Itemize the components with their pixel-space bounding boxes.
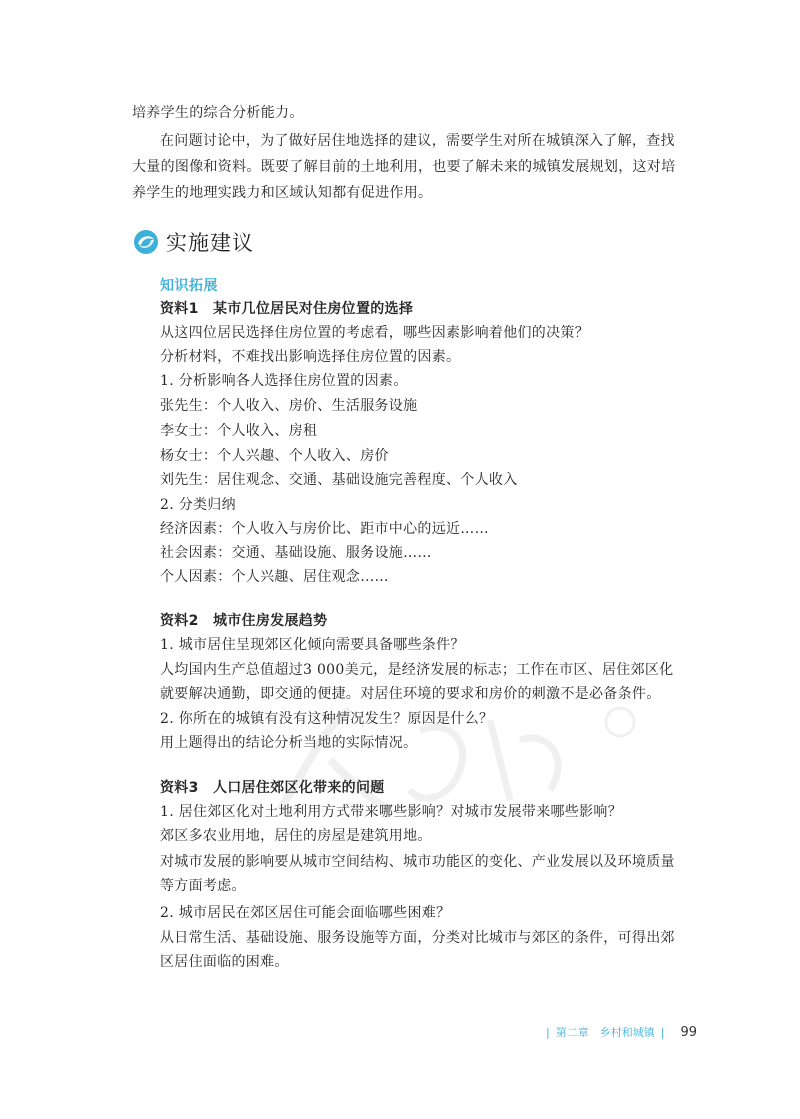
material1-heading: 资料1 某市几位居民对住房位置的选择 bbox=[160, 301, 414, 317]
material1-line: 经济因素：个人收入与房价比、距市中心的远近…… bbox=[160, 521, 489, 537]
material1-line: 分析材料，不难找出影响选择住房位置的因素。 bbox=[160, 349, 461, 365]
page-footer bbox=[540, 1024, 697, 1040]
material1-line: 杨女士：个人兴趣、个人收入、房价 bbox=[160, 448, 389, 464]
material1-line: 从这四位居民选择住房位置的考虑看，哪些因素影响着他们的决策？ bbox=[160, 325, 589, 341]
material2-answer-1: 人均国内生产总值超过3 000美元，是经济发展的标志；工作在市区、居住郊区化就要解决通勤，即交通的便捷。对居住环境的要求和房价的刺激不是必备条件。 bbox=[160, 662, 674, 702]
material1-line: 个人因素：个人兴趣、居住观念…… bbox=[160, 569, 389, 585]
material2-question-1: 1. 城市居住呈现郊区化倾向需要具备哪些条件？ bbox=[160, 637, 465, 653]
material1-line: 刘先生：居住观念、交通、基础设施完善程度、个人收入 bbox=[160, 472, 518, 488]
material3-answer-2: 从日常生活、基础设施、服务设施等方面，分类对比城市与郊区的条件，可得出郊区居住面临的困难。 bbox=[160, 930, 675, 970]
intro-paragraph-2: 在问题讨论中，为了做好居住地选择的建议，需要学生对所在城镇深入了解，查找大量的图像和资料。既要了解目前的土地利用，也要了解未来的城镇发展规划，这对培养学生的地理实践力和区域认知都有促进作用。 bbox=[132, 133, 676, 201]
subsection-title: 知识拓展 bbox=[160, 278, 218, 294]
footer-divider: | bbox=[660, 1026, 665, 1039]
material1-line: 2. 分类归纳 bbox=[160, 497, 236, 513]
material2-answer-2: 用上题得出的结论分析当地的实际情况。 bbox=[160, 735, 418, 751]
section-title-text: 实施建议 bbox=[166, 231, 254, 255]
material3-heading: 资料3 人口居住郊区化带来的问题 bbox=[160, 780, 385, 796]
material1-line: 李女士：个人收入、房租 bbox=[160, 423, 318, 439]
material1-line: 张先生：个人收入、房价、生活服务设施 bbox=[160, 398, 418, 414]
page-number: 99 bbox=[680, 1025, 697, 1040]
section-title bbox=[132, 226, 254, 258]
material1-line: 社会因素：交通、基础设施、服务设施…… bbox=[160, 545, 432, 561]
footer-chapter: 第二章 乡村和城镇 bbox=[555, 1026, 655, 1039]
material1-line: 1. 分析影响各人选择住房位置的因素。 bbox=[160, 373, 408, 389]
material2-heading: 资料2 城市住房发展趋势 bbox=[160, 613, 328, 629]
material3-question-1: 1. 居住郊区化对土地利用方式带来哪些影响？对城市发展带来哪些影响？ bbox=[160, 804, 623, 820]
swirl-icon bbox=[132, 228, 160, 256]
intro-paragraph-1: 培养学生的综合分析能力。 bbox=[132, 105, 304, 121]
footer-divider: | bbox=[546, 1026, 550, 1039]
material3-answer-1a: 郊区多农业用地，居住的房屋是建筑用地。 bbox=[160, 828, 432, 844]
material2-question-2: 2. 你所在的城镇有没有这种情况发生？原因是什么？ bbox=[160, 711, 494, 727]
material3-question-2: 2. 城市居民在郊区居住可能会面临哪些困难？ bbox=[160, 905, 451, 921]
material3-answer-1b: 对城市发展的影响要从城市空间结构、城市功能区的变化、产业发展以及环境质量等方面考虑。 bbox=[160, 854, 675, 894]
